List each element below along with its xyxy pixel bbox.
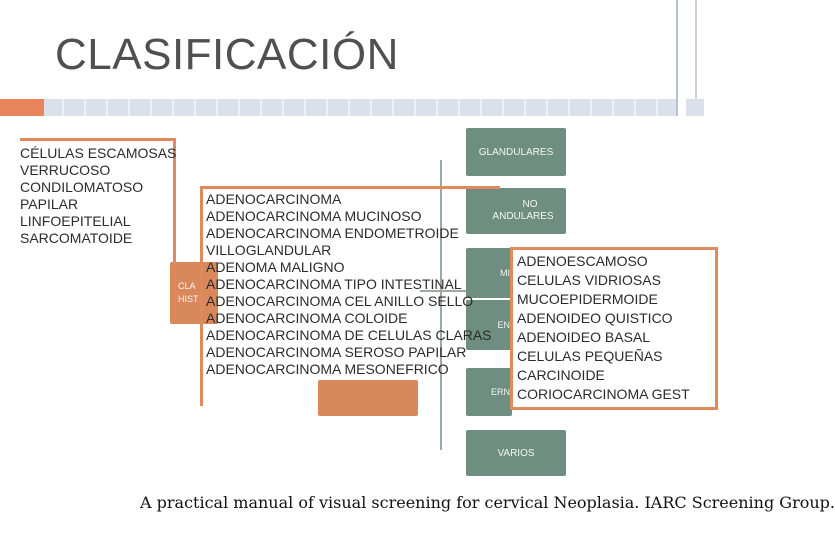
list-item: ADENOCARCINOMA MESONEFRICO: [206, 361, 449, 377]
side-rule: [676, 0, 678, 116]
node-label: EN: [497, 320, 510, 330]
list-item: ADENOCARCINOMA ENDOMETROIDE: [206, 225, 459, 241]
list-item: CARCINOIDE: [517, 367, 605, 383]
list-item: VILLOGLANDULAR: [206, 242, 332, 258]
list-item: ADENOCARCINOMA: [206, 191, 342, 207]
accent-bar: [0, 99, 44, 116]
node-label: VARIOS: [497, 447, 535, 459]
list-item: ADENOCARCINOMA MUCINOSO: [206, 208, 422, 224]
list-item: LINFOEPITELIAL: [20, 213, 131, 229]
list-item: ADENOESCAMOSO: [517, 253, 648, 269]
node-label: GLANDULARES: [478, 146, 554, 158]
list-item: ADENOCARCINOMA COLOIDE: [206, 310, 408, 326]
list-item: VERRUCOSO: [20, 162, 111, 178]
title-rule-pattern: [44, 99, 676, 116]
list-item: ADENOCARCINOMA CEL ANILLO SELLO: [206, 293, 474, 309]
list-item: ADENOMA MALIGNO: [206, 259, 345, 275]
list-item: CORIOCARCINOMA GEST: [517, 386, 690, 402]
list-item: ADENOCARCINOMA DE CELULAS CLARAS: [206, 327, 492, 343]
node-label: CLA: [178, 281, 196, 291]
node-label: ERN: [490, 387, 510, 397]
node-label: NO: [522, 199, 538, 210]
node-varios: [466, 430, 566, 476]
adenocarcinoma-box-frame: [200, 186, 500, 406]
list-item: ADENOIDEO QUISTICO: [517, 310, 673, 326]
list-item: ADENOCARCINOMA SEROSO PAPILAR: [206, 344, 467, 360]
otros-box: [510, 247, 718, 410]
node-label: ANDULARES: [492, 211, 554, 222]
list-item: ADENOCARCINOMA TIPO INTESTINAL: [206, 276, 462, 292]
escamosas-list: [20, 145, 176, 247]
source-credit: A practical manual of visual screening for cervical Neoplasia. IARC Screening Group.: [140, 493, 835, 512]
list-item: CELULAS PEQUEÑAS: [517, 348, 663, 364]
list-item: CÉLULAS ESCAMOSAS: [20, 145, 177, 161]
list-item: CONDILOMATOSO: [20, 179, 144, 195]
node-glandulares: [466, 128, 566, 176]
list-item: CELULAS VIDRIOSAS: [517, 272, 661, 288]
list-item: SARCOMATOIDE: [20, 230, 133, 246]
node-label: HIST: [178, 294, 199, 304]
slide-title: CLASIFICACIÓN: [55, 30, 399, 79]
list-item: MUCOEPIDERMOIDE: [517, 291, 658, 307]
list-item: PAPILAR: [20, 196, 79, 212]
node-label: MI: [500, 268, 510, 278]
list-item: ADENOIDEO BASAL: [517, 329, 651, 345]
side-rule-end: [686, 99, 704, 116]
